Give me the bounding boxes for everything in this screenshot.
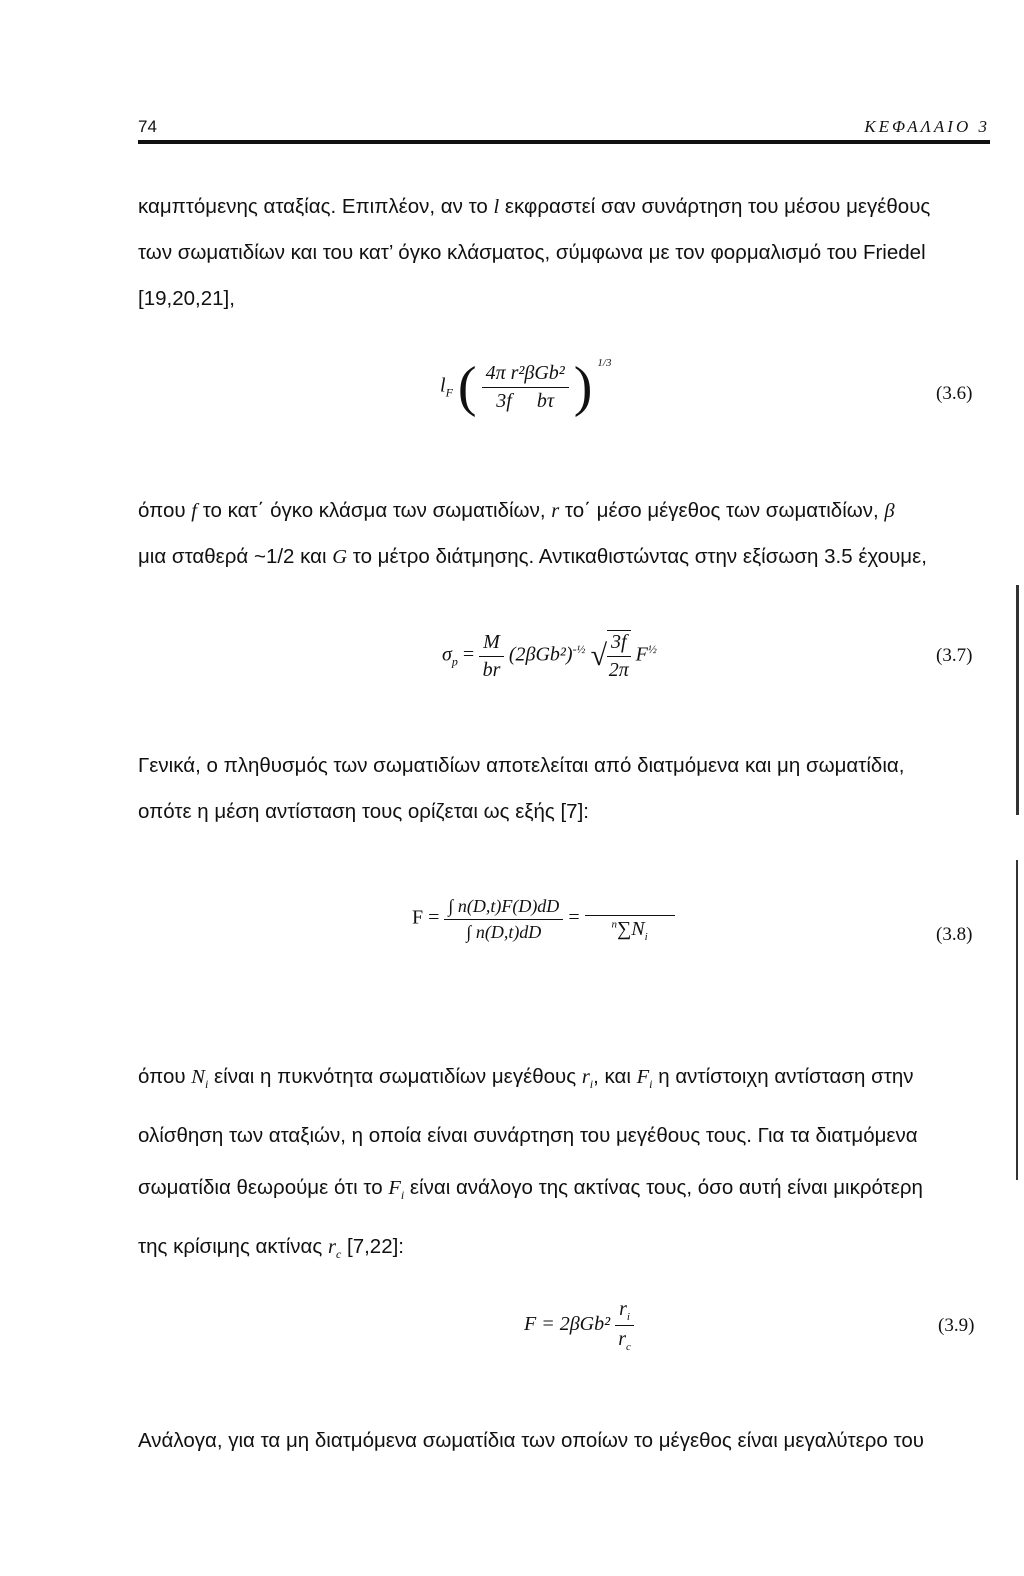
var-F: F [388,1177,401,1200]
para2-line-1 [138,488,990,534]
eq39-den [615,1326,634,1353]
paragraph-5 [138,1418,990,1464]
eq37-tail: F [635,643,648,666]
eq36-den: 3f bτ [496,389,555,412]
eq38-num: ∫ n(D,t)F(D)dD [444,896,563,920]
eq39-label: (3.9) [938,1315,975,1336]
equation-3-9 [524,1298,634,1353]
para4-line-3 [138,1165,990,1218]
eq37-tail-exp: ½ [647,641,657,656]
eq38-den2-sup: n [611,918,617,931]
var-N: N [191,1066,205,1088]
eq37-label: (3.7) [936,645,973,666]
para3-line-2: οπότε η μέση αντίσταση τους ορίζεται ως εξής [7]: [138,800,589,823]
eq37-mid: (2βGb²) [508,643,573,666]
text: το΄ μέσο μέγεθος των σωματιδίων, [564,499,879,522]
margin-bar-2 [1016,860,1018,1180]
text: το κατ΄ όγκο κλάσμα των σωματιδίων, [202,499,546,522]
eq37-rad-den: 2π [608,659,629,681]
eq39-den-text: r [618,1328,626,1350]
eq39-num-sub: i [626,1311,630,1323]
eq38-frac [444,896,563,943]
eq36-num: 4π r²βGb² [482,362,569,388]
text: σωματίδια θεωρούμε ότι το [138,1176,383,1200]
eq36-frac [482,362,569,413]
sqrt-icon: √ [590,639,608,672]
eq37-lhs: σ [442,643,452,666]
paragraph-2 [138,488,990,580]
para4-line-2: ολίσθηση των αταξιών, η οποία είναι συνάρτηση του μεγέθους τους. Για τα διατμόμενα [138,1124,918,1148]
var-beta: β [884,500,895,522]
chapter-title: ΚΕΦΑΛΑΙΟ 3 [864,117,990,136]
var-F-sub: i [649,1077,653,1092]
text: , και [593,1065,631,1088]
eq38-num2 [585,895,675,916]
var-r-sub: c [335,1247,342,1262]
para5-line-1: Ανάλογα, για τα μη διατμόμενα σωματίδια των οποίων το μέγεθος είναι μεγαλύτερο του [138,1429,924,1452]
paragraph-1 [138,184,990,322]
eq39-frac [615,1298,634,1353]
eq37-lhs-sub: p [451,654,458,669]
paragraph-4 [138,1054,990,1277]
text: καμπτόμενης αταξίας. Επιπλέον, αν το [138,195,488,218]
equation-3-6 [440,355,611,419]
eq37-num: M [479,631,504,657]
para4-line-4 [138,1224,990,1277]
page-number: 74 [138,117,157,136]
eq39-num [615,1298,634,1326]
var-f: f [191,500,197,522]
eq37-radicand [607,630,631,682]
eq36-rparen: ) [573,356,593,418]
eq39-den-sub: c [626,1341,631,1353]
var-G: G [332,546,348,568]
eq36-exp: 1/3 [597,356,612,369]
para1-line-3: [19,20,21], [138,287,235,310]
eq36-lhs-sub: F [445,385,453,400]
eq36-lhs: l [440,374,446,397]
eq36-lparen: ( [457,356,477,418]
eq37-frac [479,631,504,682]
eq38-label: (3.8) [936,924,973,945]
para4-line-1 [138,1054,990,1107]
text: [7,22]: [347,1235,404,1259]
eq38-den: ∫ n(D,t)dD [466,921,542,942]
equation-3-8 [412,895,675,943]
eq38-den2-text: ∑N [617,918,645,940]
eq37-mid-exp: -½ [572,641,586,656]
var-F-sub: i [400,1188,405,1203]
eq37-den: br [482,658,501,681]
text: της κρίσιμης ακτίνας [138,1235,323,1259]
eq38-den2-sub: i [644,931,648,943]
text: η αντίστοιχη αντίσταση στην [658,1065,914,1088]
eq38-den2 [585,916,675,943]
eq36-label: (3.6) [936,383,973,404]
var-l: l [493,196,500,218]
equation-3-7 [442,630,657,682]
var-r: r [581,1066,590,1088]
var-r: r [551,500,560,522]
para3-line-1: Γενικά, ο πληθυσμός των σωματιδίων αποτελείται από διατμόμενα και μη σωματίδια, [138,754,905,777]
var-r-sub: i [589,1077,594,1092]
para1-line-2: των σωματιδίων και του κατ’ όγκο κλάσματος, σύμφωνα με τον φορμαλισμό του Friedel [138,241,926,264]
header-rule [138,140,990,144]
text: είναι ανάλογο της ακτίνας τους, όσο αυτή είναι μικρότερη [409,1176,923,1200]
eq39-num-text: r [619,1298,627,1320]
eq37-rad-num: 3f [607,631,631,657]
eq38-equals: = [568,906,580,929]
text: εκφραστεί σαν συνάρτηση του μέσου μεγέθους [504,195,931,218]
eq37-equals: = [462,643,475,666]
eq39-lhs: F = 2βGb² [524,1313,611,1336]
var-F: F [636,1066,650,1088]
text: το μέτρο διάτμησης. Αντικαθιστώντας στην εξίσωση 3.5 έχουμε, [352,545,927,568]
var-r: r [327,1236,336,1259]
para1-line-1 [138,184,990,230]
text: όπου [138,499,186,522]
var-N-sub: i [204,1077,209,1092]
text: όπου [138,1065,186,1088]
para2-line-2 [138,534,990,580]
margin-bar [1016,585,1019,815]
eq38-frac2 [585,895,675,943]
text: μια σταθερά ~1/2 και [138,545,327,568]
eq38-lhs: F = [412,906,440,929]
paragraph-3 [138,743,990,835]
text: είναι η πυκνότητα σωματιδίων μεγέθους [214,1065,577,1088]
